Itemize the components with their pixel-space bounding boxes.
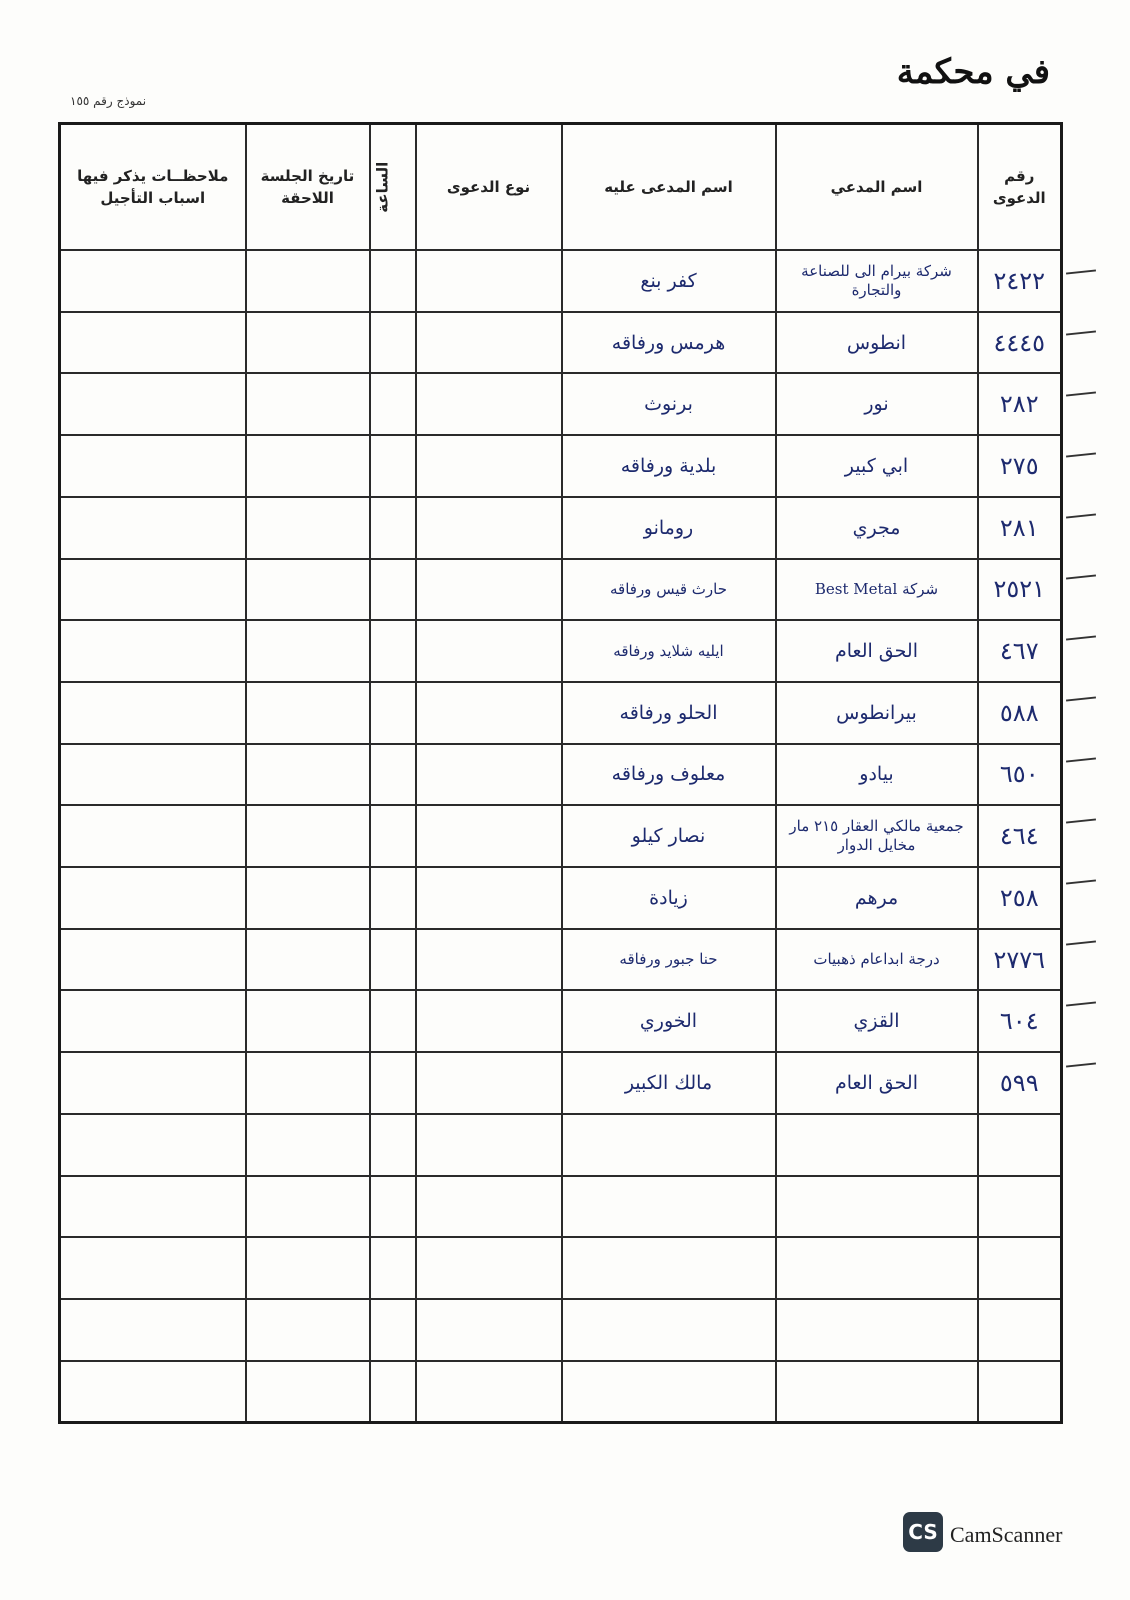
- hour-cell: [370, 682, 416, 744]
- case-no-cell: ٤٦٤: [978, 805, 1062, 867]
- hour-cell: [370, 1052, 416, 1114]
- notes-cell: [60, 1114, 246, 1176]
- case-no-cell: [978, 1361, 1062, 1423]
- case-type-cell: [416, 312, 562, 374]
- case-type-cell: [416, 435, 562, 497]
- table-row: [60, 373, 1062, 435]
- hour-cell: [370, 250, 416, 312]
- table-header-row: [60, 124, 1062, 251]
- form-number: نموذج رقم ١٥٥: [70, 94, 147, 108]
- notes-cell: [60, 682, 246, 744]
- defendant-cell: رومانو: [562, 497, 776, 559]
- table-row: [60, 1361, 1062, 1423]
- case-type-cell: [416, 867, 562, 929]
- plaintiff-cell: جمعية مالكي العقار ٢١٥ مار مخايل الدوار: [776, 805, 978, 867]
- notes-cell: [60, 620, 246, 682]
- case-no-cell: ٥٩٩: [978, 1052, 1062, 1114]
- margin-tick: [1066, 574, 1096, 579]
- plaintiff-cell: القزي: [776, 990, 978, 1052]
- case-type-cell: [416, 805, 562, 867]
- notes-cell: [60, 805, 246, 867]
- next-session-cell: [246, 497, 370, 559]
- notes-cell: [60, 1237, 246, 1299]
- next-session-cell: [246, 682, 370, 744]
- case-type-cell: [416, 1114, 562, 1176]
- hour-cell: [370, 435, 416, 497]
- next-session-cell: [246, 435, 370, 497]
- defendant-cell: [562, 1299, 776, 1361]
- table-row: [60, 990, 1062, 1052]
- ledger-body: [60, 250, 1062, 1423]
- case-ledger-table: [58, 122, 1063, 1424]
- hour-cell: [370, 1299, 416, 1361]
- margin-tick: [1066, 269, 1096, 274]
- hour-cell: [370, 867, 416, 929]
- table-row: [60, 312, 1062, 374]
- plaintiff-cell: [776, 1176, 978, 1238]
- court-title: في محكمة: [896, 52, 1050, 92]
- hour-cell: [370, 620, 416, 682]
- next-session-cell: [246, 1361, 370, 1423]
- defendant-cell: هرمس ورفاقه: [562, 312, 776, 374]
- case-no-cell: [978, 1299, 1062, 1361]
- case-type-cell: [416, 559, 562, 621]
- defendant-cell: زيادة: [562, 867, 776, 929]
- notes-cell: [60, 1299, 246, 1361]
- table-row: [60, 1299, 1062, 1361]
- margin-tick-marks: [1066, 248, 1106, 1148]
- defendant-cell: مالك الكبير: [562, 1052, 776, 1114]
- case-type-cell: [416, 620, 562, 682]
- case-no-cell: ٢٧٥: [978, 435, 1062, 497]
- hour-cell: [370, 744, 416, 806]
- notes-cell: [60, 744, 246, 806]
- plaintiff-cell: بيادو: [776, 744, 978, 806]
- table-row: [60, 559, 1062, 621]
- defendant-cell: الحلو ورفاقه: [562, 682, 776, 744]
- margin-tick: [1066, 1001, 1096, 1006]
- hour-cell: [370, 1176, 416, 1238]
- defendant-cell: حنا جبور ورفاقه: [562, 929, 776, 991]
- case-no-cell: [978, 1237, 1062, 1299]
- next-session-cell: [246, 990, 370, 1052]
- case-no-cell: ٢٥٨: [978, 867, 1062, 929]
- defendant-cell: برنوث: [562, 373, 776, 435]
- margin-tick: [1066, 940, 1096, 945]
- plaintiff-cell: درجة ابداعام ذهبيات: [776, 929, 978, 991]
- table-row: [60, 435, 1062, 497]
- table-row: [60, 1114, 1062, 1176]
- margin-tick: [1066, 757, 1096, 762]
- plaintiff-cell: [776, 1237, 978, 1299]
- defendant-cell: حارث قيس ورفاقه: [562, 559, 776, 621]
- plaintiff-cell: مرهم: [776, 867, 978, 929]
- hour-cell: [370, 373, 416, 435]
- table-row: [60, 682, 1062, 744]
- defendant-cell: [562, 1361, 776, 1423]
- case-type-cell: [416, 1176, 562, 1238]
- notes-cell: [60, 929, 246, 991]
- next-session-cell: [246, 250, 370, 312]
- next-session-cell: [246, 620, 370, 682]
- table-row: [60, 867, 1062, 929]
- case-no-cell: [978, 1114, 1062, 1176]
- notes-cell: [60, 990, 246, 1052]
- table-row: [60, 497, 1062, 559]
- case-no-cell: ٢٤٢٢: [978, 250, 1062, 312]
- hour-cell: [370, 929, 416, 991]
- table-row: [60, 744, 1062, 806]
- header-hour-label: الساعة: [373, 161, 392, 213]
- case-no-cell: ٦٥٠: [978, 744, 1062, 806]
- next-session-cell: [246, 744, 370, 806]
- hour-cell: [370, 1114, 416, 1176]
- margin-tick: [1066, 330, 1096, 335]
- margin-tick: [1066, 391, 1096, 396]
- header-next-session: تاريخ الجلسة اللاحقة: [246, 124, 370, 251]
- table-row: [60, 1052, 1062, 1114]
- notes-cell: [60, 1176, 246, 1238]
- margin-tick: [1066, 1062, 1096, 1067]
- notes-cell: [60, 373, 246, 435]
- defendant-cell: معلوف ورفاقه: [562, 744, 776, 806]
- case-type-cell: [416, 990, 562, 1052]
- header-defendant: اسم المدعى عليه: [562, 124, 776, 251]
- case-type-cell: [416, 929, 562, 991]
- plaintiff-cell: بيرانطوس: [776, 682, 978, 744]
- case-no-cell: ٤٤٤٥: [978, 312, 1062, 374]
- header-notes: ملاحظــات يذكر فيها اسباب التأجيل: [60, 124, 246, 251]
- case-type-cell: [416, 497, 562, 559]
- notes-cell: [60, 559, 246, 621]
- margin-tick: [1066, 879, 1096, 884]
- defendant-cell: كفر بنع: [562, 250, 776, 312]
- notes-cell: [60, 312, 246, 374]
- defendant-cell: [562, 1176, 776, 1238]
- case-no-cell: ٢٨١: [978, 497, 1062, 559]
- notes-cell: [60, 1052, 246, 1114]
- table-row: [60, 929, 1062, 991]
- case-no-cell: [978, 1176, 1062, 1238]
- hour-cell: [370, 559, 416, 621]
- plaintiff-cell: ابي كبير: [776, 435, 978, 497]
- margin-tick: [1066, 818, 1096, 823]
- plaintiff-cell: مجري: [776, 497, 978, 559]
- notes-cell: [60, 250, 246, 312]
- camscanner-label: CamScanner: [950, 1522, 1063, 1547]
- next-session-cell: [246, 559, 370, 621]
- notes-cell: [60, 1361, 246, 1423]
- header-hour: [370, 124, 416, 251]
- plaintiff-cell: الحق العام: [776, 620, 978, 682]
- table-row: [60, 1237, 1062, 1299]
- case-type-cell: [416, 744, 562, 806]
- notes-cell: [60, 867, 246, 929]
- next-session-cell: [246, 1299, 370, 1361]
- plaintiff-cell: [776, 1361, 978, 1423]
- plaintiff-cell: انطوس: [776, 312, 978, 374]
- notes-cell: [60, 497, 246, 559]
- plaintiff-cell: [776, 1114, 978, 1176]
- next-session-cell: [246, 1114, 370, 1176]
- hour-cell: [370, 805, 416, 867]
- case-type-cell: [416, 1299, 562, 1361]
- plaintiff-cell: [776, 1299, 978, 1361]
- defendant-cell: الخوري: [562, 990, 776, 1052]
- case-no-cell: ٤٦٧: [978, 620, 1062, 682]
- margin-tick: [1066, 635, 1096, 640]
- case-type-cell: [416, 1052, 562, 1114]
- next-session-cell: [246, 1176, 370, 1238]
- defendant-cell: نصار كيلو: [562, 805, 776, 867]
- hour-cell: [370, 497, 416, 559]
- case-no-cell: ٢٥٢١: [978, 559, 1062, 621]
- plaintiff-cell: الحق العام: [776, 1052, 978, 1114]
- hour-cell: [370, 312, 416, 374]
- defendant-cell: ايليه شلايد ورفاقه: [562, 620, 776, 682]
- defendant-cell: [562, 1114, 776, 1176]
- case-type-cell: [416, 1361, 562, 1423]
- case-type-cell: [416, 1237, 562, 1299]
- hour-cell: [370, 1361, 416, 1423]
- hour-cell: [370, 1237, 416, 1299]
- next-session-cell: [246, 929, 370, 991]
- margin-tick: [1066, 513, 1096, 518]
- plaintiff-cell: شركة Best Metal: [776, 559, 978, 621]
- case-type-cell: [416, 682, 562, 744]
- next-session-cell: [246, 373, 370, 435]
- margin-tick: [1066, 452, 1096, 457]
- camscanner-logo: CS: [903, 1512, 943, 1552]
- table-row: [60, 620, 1062, 682]
- next-session-cell: [246, 1052, 370, 1114]
- next-session-cell: [246, 867, 370, 929]
- header-plaintiff: اسم المدعي: [776, 124, 978, 251]
- case-type-cell: [416, 250, 562, 312]
- header-case-type: نوع الدعوى: [416, 124, 562, 251]
- margin-tick: [1066, 696, 1096, 701]
- defendant-cell: [562, 1237, 776, 1299]
- defendant-cell: بلدية ورفاقه: [562, 435, 776, 497]
- table-row: [60, 250, 1062, 312]
- plaintiff-cell: نور: [776, 373, 978, 435]
- table-row: [60, 805, 1062, 867]
- table-row: [60, 1176, 1062, 1238]
- next-session-cell: [246, 805, 370, 867]
- case-no-cell: ٢٧٧٦: [978, 929, 1062, 991]
- case-no-cell: ٦٠٤: [978, 990, 1062, 1052]
- next-session-cell: [246, 1237, 370, 1299]
- next-session-cell: [246, 312, 370, 374]
- plaintiff-cell: شركة بيرام الى للصناعة والتجارة: [776, 250, 978, 312]
- hour-cell: [370, 990, 416, 1052]
- notes-cell: [60, 435, 246, 497]
- header-case-no: رقم الدعوى: [978, 124, 1062, 251]
- case-no-cell: ٥٨٨: [978, 682, 1062, 744]
- case-type-cell: [416, 373, 562, 435]
- case-no-cell: ٢٨٢: [978, 373, 1062, 435]
